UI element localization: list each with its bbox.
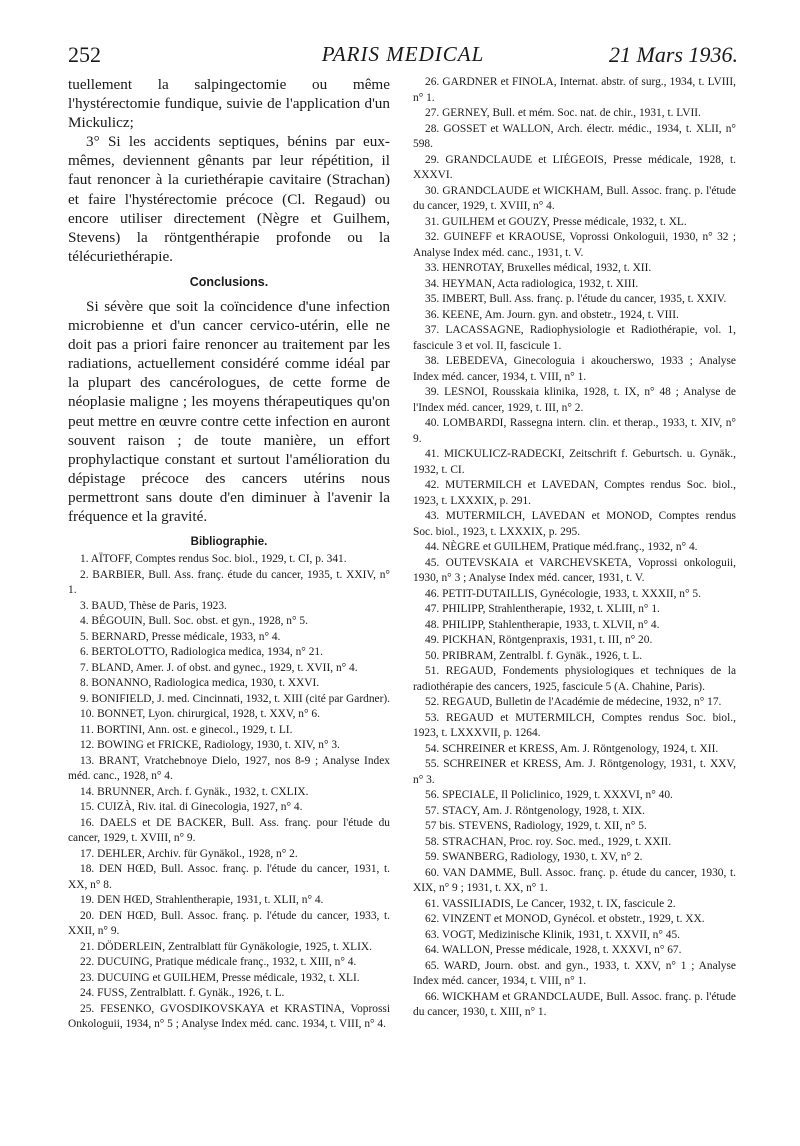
bibliography-heading: Bibliographie.	[190, 536, 268, 549]
bibliography-entry: 56. SPECIALE, Il Policlinico, 1929, t. XXXVI, n° 40.	[425, 789, 673, 801]
bibliography-entry: 4. BÉGOUIN, Bull. Soc. obst. et gyn., 1928, n° 5.	[80, 615, 308, 628]
bibliography-entry: 31. GUILHEM et GOUZY, Presse médicale, 1932, t. XL.	[425, 215, 687, 228]
bibliography-entry: 13. BRANT, Vratchebnoye Dielo, 1927, nos 8-9 ; Analyse Index méd. canc., 1928, n° 4.	[68, 754, 390, 783]
bibliography-entry: 42. MUTERMILCH et LAVEDAN, Comptes rendus Soc. biol., 1923, t. LXXXIX, p. 291.	[413, 479, 736, 507]
bibliography-entry: 50. PRIBRAM, Zentralbl. f. Gynäk., 1926, t. L.	[425, 649, 643, 662]
bibliography-entry: 32. GUINEFF et KRAOUSE, Voprossi Onkologuii, 1930, n° 32 ; Analyse Index méd. canc., 1931, t. V.	[413, 231, 736, 259]
journal-title: PARIS MEDICAL	[321, 42, 485, 66]
bibliography-entry: 61. VASSILIADIS, Le Cancer, 1932, t. IX, fascicule 2.	[425, 897, 676, 910]
bibliography-entry: 1. AÏTOFF, Comptes rendus Soc. biol., 1929, t. CI, p. 341.	[80, 553, 347, 566]
bibliography-entry: 34. HEYMAN, Acta radiologica, 1932, t. XIII.	[425, 277, 639, 290]
bibliography-entry: 19. DEN HŒD, Strahlentherapie, 1931, t. XLII, n° 4.	[80, 894, 324, 907]
bibliography-entry: 22. DUCUING, Pratique médicale franç., 1932, t. XIII, n° 4.	[80, 956, 357, 969]
bibliography-entry: 6. BERTOLOTTO, Radiologica medica, 1934, n° 21.	[80, 646, 323, 659]
bibliography-entry: 38. LEBEDEVA, Ginecologuia i akoucherswo, 1933 ; Analyse Index méd. cancer, 1934, t. VIII, n° 1.	[413, 355, 736, 383]
bibliography-entry: 58. STRACHAN, Proc. roy. Soc. med., 1929, t. XXII.	[425, 835, 672, 848]
bibliography-entry: 47. PHILIPP, Strahlentherapie, 1932, t. XLIII, n° 1.	[425, 603, 660, 615]
bibliography-entry: 55. SCHREINER et KRESS, Am. J. Röntgenology, 1931, t. XXV, n° 3.	[413, 758, 736, 786]
body-paragraph: 3° Si les accidents septiques, bénins par eux-mêmes, deviennent gênants par leur répétition, il faut renoncer à la curiethérapie cavitaire (Strachan) et faire l'hystérectomie précoce (Cl. Regaud) ou encore utiliser directement (Nègre et Guilhem, Stevens) la röntgenthérapie profonde ou la télécuriethérapie.	[68, 133, 390, 265]
bibliography-entry: 43. MUTERMILCH, LAVEDAN et MONOD, Comptes rendus Soc. biol., 1923, t. LXXXIX, p. 295.	[413, 510, 736, 538]
bibliography-entry: 29. GRANDCLAUDE et LIÉGEOIS, Presse médicale, 1928, t. XXXVI.	[413, 153, 736, 181]
bibliography-entry: 46. PETIT-DUTAILLIS, Gynécologie, 1933, t. XXXII, n° 5.	[425, 587, 701, 600]
right-column	[413, 75, 736, 1021]
bibliography-entry: 5. BERNARD, Presse médicale, 1933, n° 4.	[80, 630, 281, 643]
bibliography-entry: 36. KEENE, Am. Journ. gyn. and obstetr., 1924, t. VIII.	[425, 308, 679, 321]
bibliography-entry: 18. DEN HŒD, Bull. Assoc. franç. p. l'étude du cancer, 1931, t. XX, n° 8.	[68, 863, 390, 891]
bibliography-entry: 44. NÈGRE et GUILHEM, Pratique méd.franç., 1932, n° 4.	[425, 541, 698, 553]
bibliography-entry: 40. LOMBARDI, Rassegna intern. clin. et therap., 1933, t. XIV, n° 9.	[413, 417, 736, 445]
bibliography-entry: 51. REGAUD, Fondements physiologiques et techniques de la radiothérapie des cancers, 1925, fascicule 5 (A. Chahine, Paris).	[413, 665, 736, 693]
bibliography-entry: 9. BONIFIELD, J. med. Cincinnati, 1932, t. XIII (cité par Gardner).	[80, 692, 390, 705]
conclusions-paragraph: Si sévère que soit la coïncidence d'une infection microbienne et d'un cancer cervico-utérin, elle ne doit pas a priori faire renoncer au traitement par les radiations, actuellement considéré comme idéal par la plupart des cancérologues, de cette forme de néoplasie maligne ; les moyens thérapeutiques qu'on peut mettre en œuvre contre cette infection en auront souvent raison ; de toute manière, un effort prophylactique constant et surtout l'amélioration du dépistage précoce des cancers utérins nous permettront sans doute d'en diminuer à l'avenir la fréquence et la gravité.	[68, 297, 390, 525]
bibliography-entry: 14. BRUNNER, Arch. f. Gynäk., 1932, t. CXLIX.	[80, 785, 309, 798]
issue-date: 21 Mars 1936.	[609, 42, 738, 67]
bibliography-entry: 21. DÖDERLEIN, Zentralblatt für Gynäkologie, 1925, t. XLIX.	[80, 940, 372, 953]
bibliography-entry: 2. BARBIER, Bull. Ass. franç. étude du cancer, 1935, t. XXIV, n° 1.	[68, 568, 390, 597]
bibliography-entry: 23. DUCUING et GUILHEM, Presse médicale, 1932, t. XLI.	[80, 971, 360, 984]
bibliography-entry: 30. GRANDCLAUDE et WICKHAM, Bull. Assoc. franç. p. l'étude du cancer, 1929, t. XVIII, n° 4.	[413, 184, 736, 212]
bibliography-entry: 28. GOSSET et WALLON, Arch. électr. médic., 1934, t. XLII, n° 598.	[413, 122, 736, 150]
bibliography-entry: 26. GARDNER et FINOLA, Internat. abstr. of surg., 1934, t. LVIII, n° 1.	[413, 76, 736, 104]
running-header	[68, 42, 738, 72]
page-number: 252	[68, 42, 101, 67]
body-paragraph: tuellement la salpingectomie ou même l'hystérectomie fundique, suivie de l'application d'un Mickulicz;	[68, 76, 390, 132]
bibliography-entry: 8. BONANNO, Radiologica medica, 1930, t. XXVI.	[80, 677, 320, 690]
bibliography-entry: 20. DEN HŒD, Bull. Assoc. franç. p. l'étude du cancer, 1933, t. XXII, n° 9.	[68, 909, 390, 938]
bibliography-entry: 33. HENROTAY, Bruxelles médical, 1932, t. XII.	[425, 262, 652, 274]
bibliography-entry: 48. PHILIPP, Stahlentherapie, 1933, t. XLVII, n° 4.	[425, 618, 660, 631]
bibliography-entry: 65. WARD, Journ. obst. and gyn., 1933, t. XXV, n° 1 ; Analyse Index méd. cancer, 1934, t. VIII, n° 1.	[413, 959, 736, 987]
bibliography-entry: 60. VAN DAMME, Bull. Assoc. franç. p. étude du cancer, 1930, t. XIX, n° 9 ; 1931, t. XX, n° 1.	[413, 866, 736, 894]
bibliography-entry: 41. MICKULICZ-RADECKI, Zeitschrift f. Geburtsch. u. Gynäk., 1932, t. CI.	[413, 448, 736, 476]
bibliography-entry: 52. REGAUD, Bulletin de l'Académie de médecine, 1932, n° 17.	[425, 696, 722, 708]
bibliography-entry: 12. BOWING et FRICKE, Radiology, 1930, t. XIV, n° 3.	[80, 739, 340, 752]
bibliography-entry: 17. DEHLER, Archiv. für Gynäkol., 1928, n° 2.	[80, 847, 298, 860]
bibliography-entry: 25. FESENKO, GVOSDIKOVSKAYA et KRASTINA, Voprossi Onkologuii, 1934, n° 5 ; Analyse Index méd. canc. 1934, t. VIII, n° 4.	[68, 1002, 390, 1031]
bibliography-entry: 10. BONNET, Lyon. chirurgical, 1928, t. XXV, n° 6.	[80, 708, 320, 721]
bibliography-entry: 39. LESNOI, Rousskaia klinika, 1928, t. IX, n° 48 ; Analyse de l'Index méd. cancer, 1929, t. III, n° 2.	[413, 386, 736, 414]
bibliography-entry: 35. IMBERT, Bull. Ass. franç. p. l'étude du cancer, 1935, t. XXIV.	[425, 293, 727, 305]
bibliography-list-right	[413, 75, 736, 1021]
bibliography-entry: 63. VOGT, Medizinische Klinik, 1931, t. XXVII, n° 45.	[425, 928, 681, 941]
bibliography-entry: 62. VINZENT et MONOD, Gynécol. et obstetr., 1929, t. XX.	[425, 913, 705, 925]
bibliography-entry: 53. REGAUD et MUTERMILCH, Comptes rendus Soc. biol., 1923, t. LXXXVII, p. 1264.	[413, 711, 736, 739]
left-column	[68, 75, 390, 1033]
bibliography-entry: 57 bis. STEVENS, Radiology, 1929, t. XII, n° 5.	[425, 820, 647, 832]
bibliography-entry: 64. WALLON, Presse médicale, 1928, t. XXXVI, n° 67.	[425, 944, 682, 956]
bibliography-entry: 54. SCHREINER et KRESS, Am. J. Röntgenology, 1924, t. XII.	[425, 742, 719, 755]
bibliography-entry: 7. BLAND, Amer. J. of obst. and gynec., 1929, t. XVII, n° 4.	[80, 661, 358, 674]
bibliography-entry: 45. OUTEVSKAIA et VARCHEVSKETA, Voprossi onkologuii, 1930, n° 3 ; Analyse Index méd. cancer, 1931, t. V.	[413, 556, 736, 584]
bibliography-entry: 66. WICKHAM et GRANDCLAUDE, Bull. Assoc. franç. p. l'étude du cancer, 1930, t. XIII, n° 1.	[413, 990, 736, 1018]
bibliography-entry: 11. BORTINI, Ann. ost. e ginecol., 1929, t. LI.	[80, 723, 293, 736]
bibliography-entry: 3. BAUD, Thèse de Paris, 1923.	[80, 599, 227, 612]
bibliography-entry: 16. DAELS et DE BACKER, Bull. Ass. franç. pour l'étude du cancer, 1929, t. XVIII, n° 9.	[68, 816, 390, 845]
bibliography-entry: 24. FUSS, Zentralblatt. f. Gynäk., 1926, t. L.	[80, 987, 285, 1000]
bibliography-entry: 49. PICKHAN, Röntgenpraxis, 1931, t. III, n° 20.	[425, 634, 653, 646]
bibliography-entry: 59. SWANBERG, Radiology, 1930, t. XV, n° 2.	[425, 851, 643, 863]
bibliography-list-left	[68, 552, 390, 1033]
bibliography-entry: 27. GERNEY, Bull. et mém. Soc. nat. de chir., 1931, t. LVII.	[425, 107, 701, 119]
conclusions-heading: Conclusions.	[189, 274, 269, 289]
bibliography-entry: 37. LACASSAGNE, Radiophysiologie et Radiothérapie, vol. 1, fascicule 3 et vol. II, fascicule 1.	[413, 324, 736, 352]
bibliography-entry: 15. CUIZÀ, Riv. ital. di Ginecologia, 1927, n° 4.	[80, 801, 303, 814]
bibliography-entry: 57. STACY, Am. J. Röntgenology, 1928, t. XIX.	[425, 804, 645, 817]
